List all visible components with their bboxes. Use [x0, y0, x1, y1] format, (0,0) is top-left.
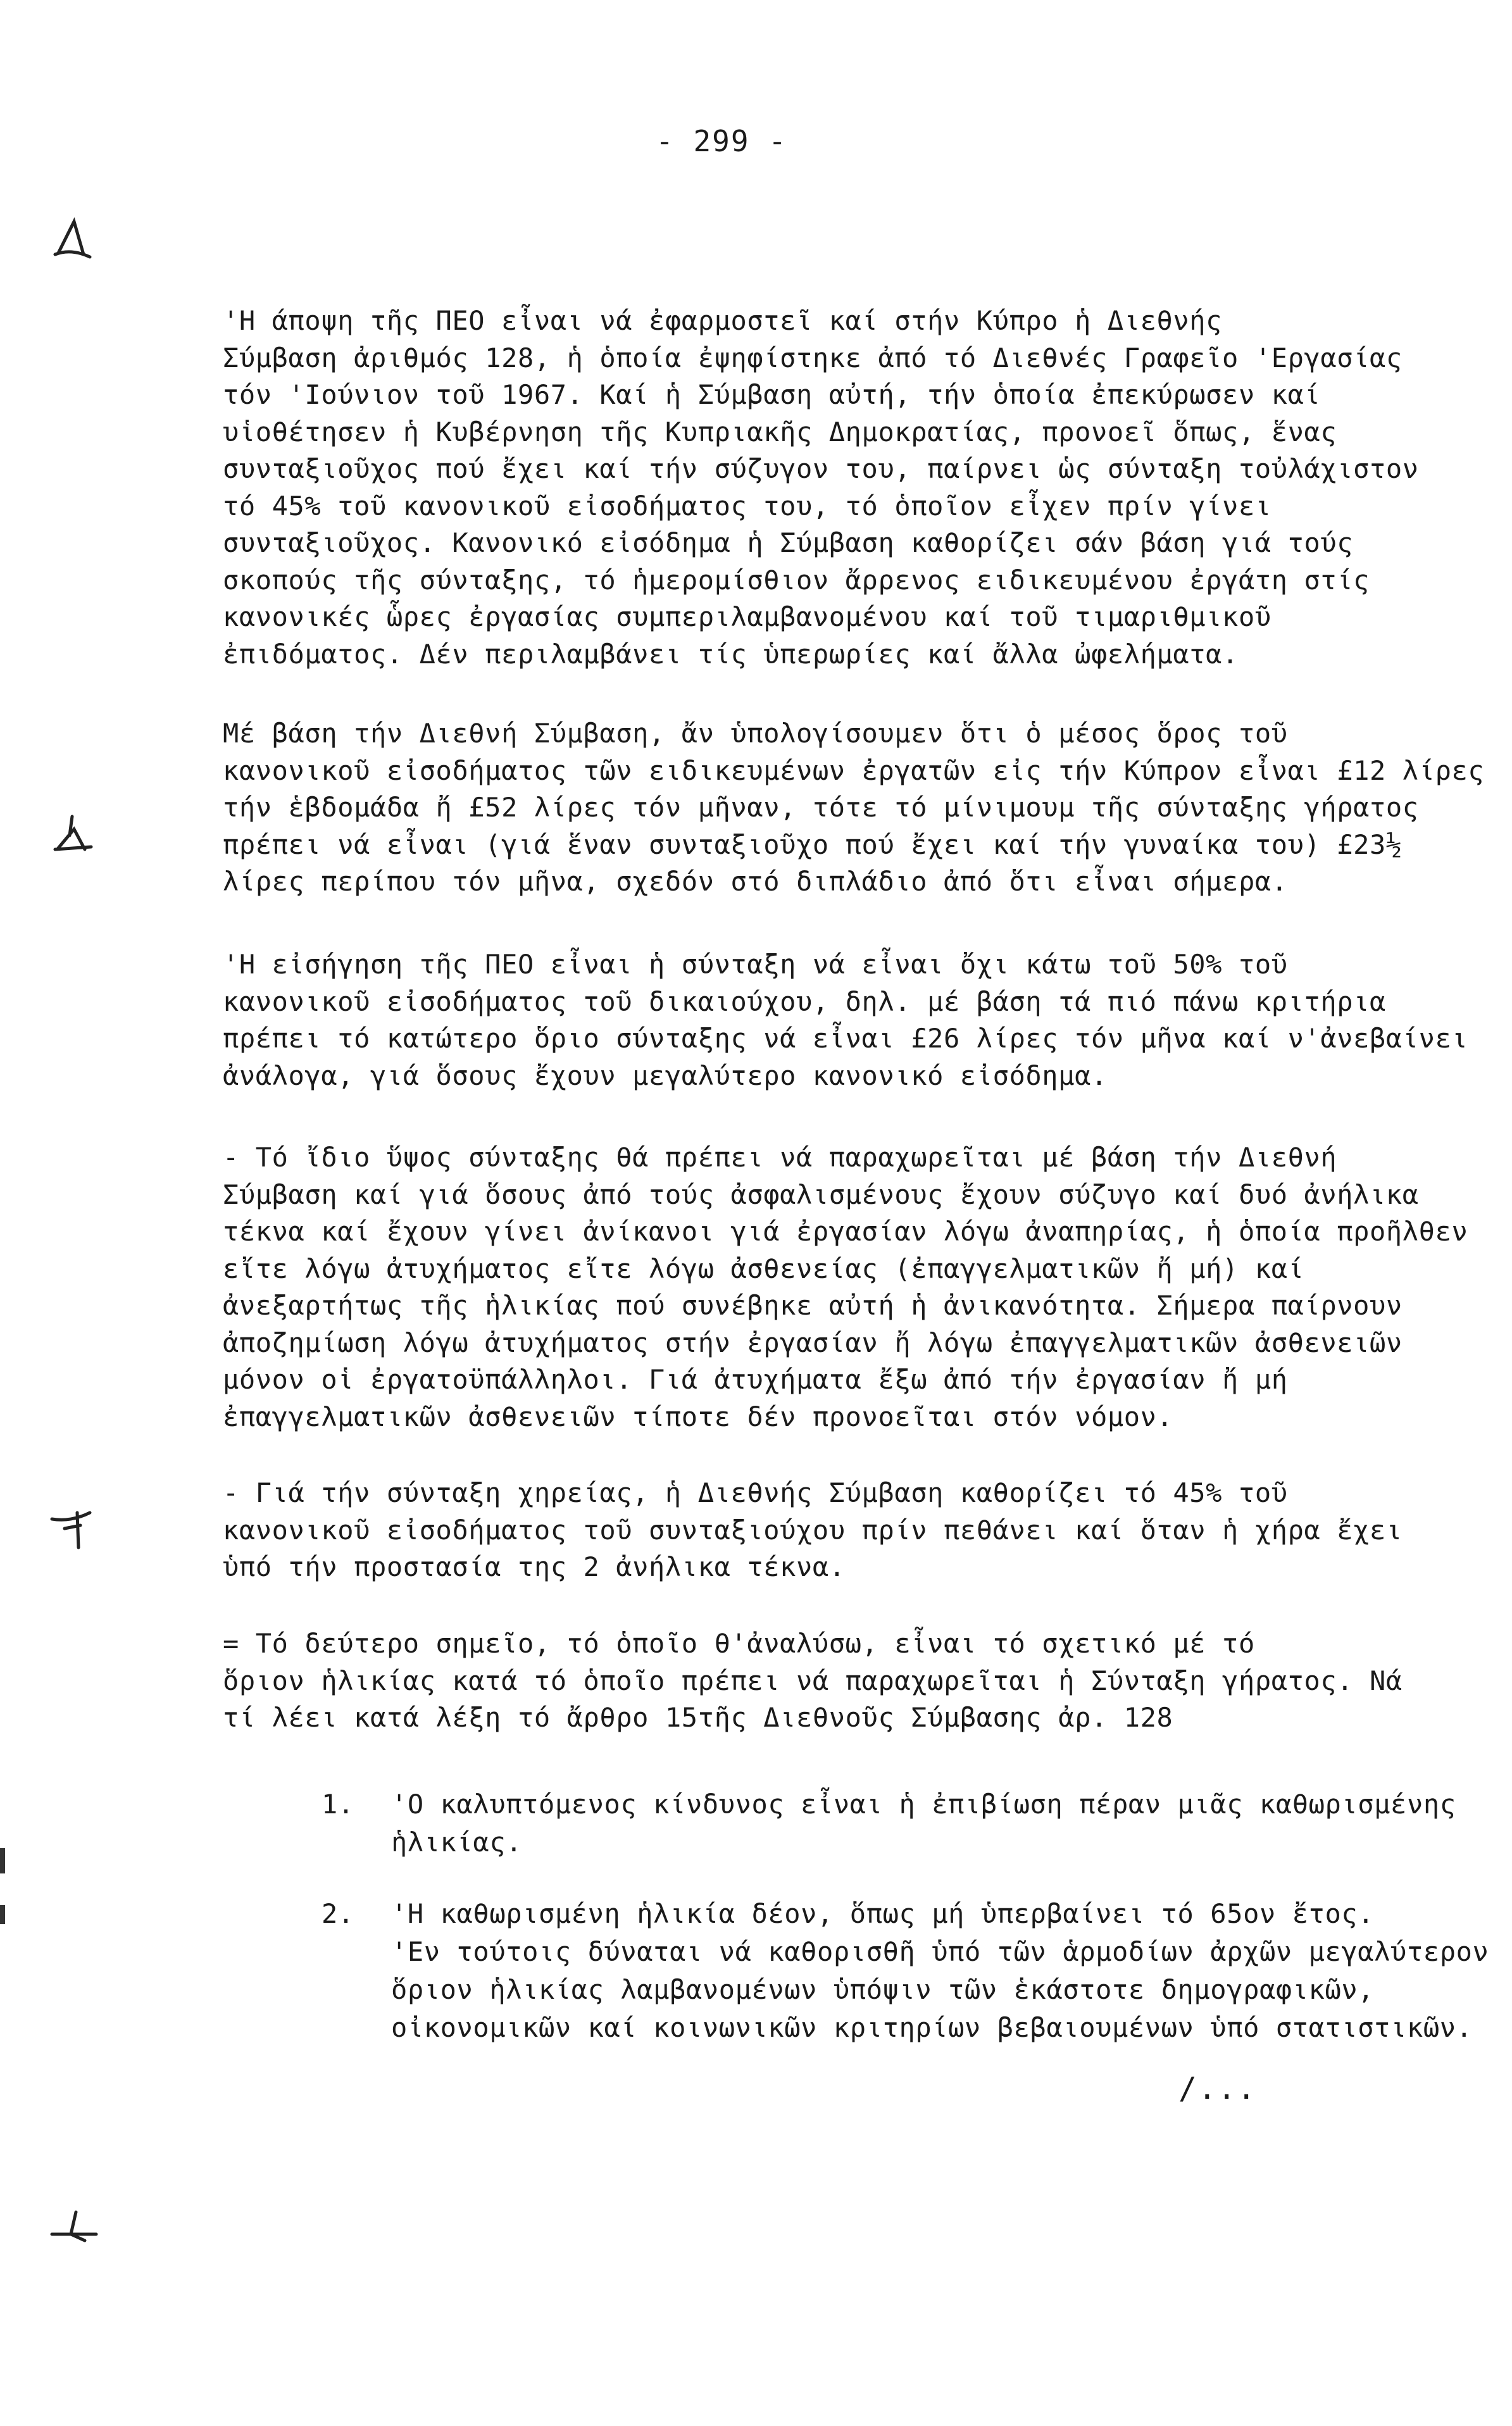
text-line: ὑπό τήν προστασία της 2 ἀνήλικα τέκνα. [223, 1551, 846, 1582]
text-line: σκοπούς τῆς σύνταξης, τό ἡμερομίσθιον ἄρρενος ειδικευμένου ἐργάτη στίς [223, 564, 1370, 596]
list-item-number: 1. [322, 1789, 354, 1820]
text-line: 'Εν τούτοις δύναται νά καθορισθῆ ὑπό τῶν ἁρμοδίων ἀρχῶν μεγαλύτερον [391, 1936, 1489, 1967]
margin-mark [46, 810, 103, 867]
text-line: μόνον οἱ ἐργατοϋπάλληλοι. Γιά ἀτυχήματα ἔξω ἀπό τήν ἐργασίαν ἤ μή [223, 1364, 1288, 1395]
margin-mark [46, 1500, 103, 1557]
paragraph-2 [223, 715, 1485, 901]
list-item-number: 2. [322, 1898, 354, 1929]
text-line: τί λέει κατά λέξη τό ἄρθρο 15τῆς Διεθνοῦς Σύμβασης ἀρ. 128 [223, 1702, 1173, 1733]
text-line: συνταξιοῦχος πού ἔχει καί τήν σύζυγον του, παίρνει ὡς σύνταξη τοὐλάχιστον [223, 453, 1419, 484]
text-line: Μέ βάση τήν Διεθνή Σύμβαση, ἄν ὑπολογίσουμεν ὅτι ὁ μέσος ὅρος τοῦ [223, 718, 1288, 749]
text-line: κανονικοῦ εἰσοδήματος τοῦ δικαιούχου, δηλ. μέ βάση τά πιό πάνω κριτήρια [223, 985, 1386, 1017]
paragraph-1 [223, 303, 1463, 673]
text-line: ὅριον ἡλικίας κατά τό ὁποῖο πρέπει νά παραχωρεῖται ἡ Σύνταξη γήρατος. Νά [223, 1665, 1403, 1696]
text-line: 'Η άποψη τῆς ΠΕΟ εἶναι νά ἐφαρμοστεῖ καί στήν Κύπρο ἡ Διεθνής [223, 305, 1223, 336]
text-line: κανονικοῦ εἰσοδήματος τοῦ συνταξιούχου πρίν πεθάνει καί ὅταν ἡ χήρα ἔχει [223, 1514, 1403, 1546]
text-line: Σύμβαση ἀριθμός 128, ἡ ὁποία ἐψηφίστηκε ἀπό τό Διεθνές Γραφεῖο 'Εργασίας [223, 342, 1403, 373]
text-line: λίρες περίπου τόν μῆνα, σχεδόν στό διπλάδιο ἀπό ὅτι εἶναι σήμερα. [223, 866, 1288, 897]
margin-mark [46, 2196, 103, 2253]
text-line: ἐπιδόματος. Δέν περιλαμβάνει τίς ὑπερωρίες καί ἄλλα ὠφελήματα. [223, 638, 1239, 670]
text-line: ἐπαγγελματικῶν ἀσθενειῶν τίποτε δέν προνοεῖται στόν νόμον. [223, 1401, 1173, 1432]
text-line: 'Η εἰσήγηση τῆς ΠΕΟ εἶναι ἡ σύνταξη νά εἶναι ὄχι κάτω τοῦ 50% τοῦ [223, 949, 1288, 980]
text-line: τόν 'Ιούνιον τοῦ 1967. Καί ἡ Σύμβαση αὐτή, τήν ὁποία ἐπεκύρωσεν καί [223, 379, 1321, 410]
text-line: πρέπει τό κατώτερο ὅριο σύνταξης νά εἶναι £26 λίρες τόν μῆνα καί ν'ἀνεβαίνει [223, 1023, 1468, 1054]
text-line: κανονικοῦ εἰσοδήματος τῶν ειδικευμένων ἐργατῶν εἰς τήν Κύπρον εἶναι £12 λίρες [223, 754, 1485, 786]
edge-mark [0, 1905, 5, 1924]
text-line: ἡλικίας. [391, 1827, 523, 1858]
text-line: τήν ἑβδομάδα ἤ £52 λίρες τόν μῆναν, τότε τό μίνιμουμ τῆς σύνταξης γήρατος [223, 792, 1419, 823]
text-line: οἰκονομικῶν καί κοινωνικῶν κριτηρίων βεβαιουμένων ὑπό στατιστικῶν. [391, 2012, 1473, 2043]
text-line: ἀποζημίωση λόγω ἀτυχήματος στήν ἐργασίαν ἤ λόγω ἐπαγγελματικῶν ἀσθενειῶν [223, 1327, 1403, 1358]
page-number: - 299 - [656, 124, 787, 158]
text-line: - Γιά τήν σύνταξη χηρείας, ἡ Διεθνής Σύμβαση καθορίζει τό 45% τοῦ [223, 1477, 1288, 1508]
text-line: κανονικές ὧρες ἐργασίας συμπεριλαμβανομένου καί τοῦ τιμαριθμικοῦ [223, 601, 1271, 632]
text-line: ἀνεξαρτήτως τῆς ἡλικίας πού συνέβηκε αὐτή ἡ ἀνικανότητα. Σήμερα παίρνουν [223, 1290, 1403, 1321]
text-line: 'Ο καλυπτόμενος κίνδυνος εἶναι ἡ ἐπιβίωση πέραν μιᾶς καθωρισμένης [391, 1789, 1456, 1820]
paragraph-5 [223, 1475, 1463, 1586]
paragraph-6 [223, 1625, 1463, 1737]
text-line: ἀνάλογα, γιά ὅσους ἔχουν μεγαλύτερο κανονικό εἰσόδημα. [223, 1060, 1108, 1091]
text-line: 'Η καθωρισμένη ἡλικία δέον, ὅπως μή ὑπερβαίνει τό 65ον ἔτος. [391, 1898, 1375, 1929]
paragraph-3 [223, 946, 1468, 1094]
text-line: Σύμβαση καί γιά ὅσους ἀπό τούς ἀσφαλισμένους ἔχουν σύζυγο καί δυό ἀνήλικα [223, 1179, 1419, 1210]
continuation-mark: /... [1178, 2071, 1257, 2106]
text-line: εἴτε λόγω ἀτυχήματος εἴτε λόγω ἀσθενείας (ἐπαγγελματικῶν ἤ μή) καί [223, 1253, 1304, 1284]
text-line: τό 45% τοῦ κανονικοῦ εἰσοδήματος του, τό ὁποῖον εἶχεν πρίν γίνει [223, 490, 1271, 522]
text-line: υἱοθέτησεν ἡ Κυβέρνηση τῆς Κυπριακῆς Δημοκρατίας, προνοεῖ ὅπως, ἕνας [223, 416, 1337, 447]
edge-mark [0, 1848, 5, 1873]
paragraph-4 [223, 1139, 1468, 1435]
text-line: - Τό ἴδιο ὕψος σύνταξης θά πρέπει νά παραχωρεῖται μέ βάση τήν Διεθνή [223, 1142, 1337, 1173]
margin-mark [46, 209, 103, 266]
text-line: ὅριον ἡλικίας λαμβανομένων ὑπόψιν τῶν ἑκάστοτε δημογραφικῶν, [391, 1974, 1375, 2005]
text-line: πρέπει νά εἶναι (γιά ἕναν συνταξιοῦχο πού ἔχει καί τήν γυναίκα του) £23½ [223, 828, 1403, 860]
text-line: τέκνα καί ἔχουν γίνει ἀνίκανοι γιά ἐργασίαν λόγω ἀναπηρίας, ἡ ὁποία προῆλθεν [223, 1216, 1468, 1247]
text-line: συνταξιοῦχος. Κανονικό εἰσόδημα ἡ Σύμβαση καθορίζει σάν βάση γιά τούς [223, 527, 1354, 558]
text-line: = Τό δεύτερο σημεῖο, τό ὁποῖο θ'ἀναλύσω, εἶναι τό σχετικό μέ τό [223, 1628, 1255, 1659]
